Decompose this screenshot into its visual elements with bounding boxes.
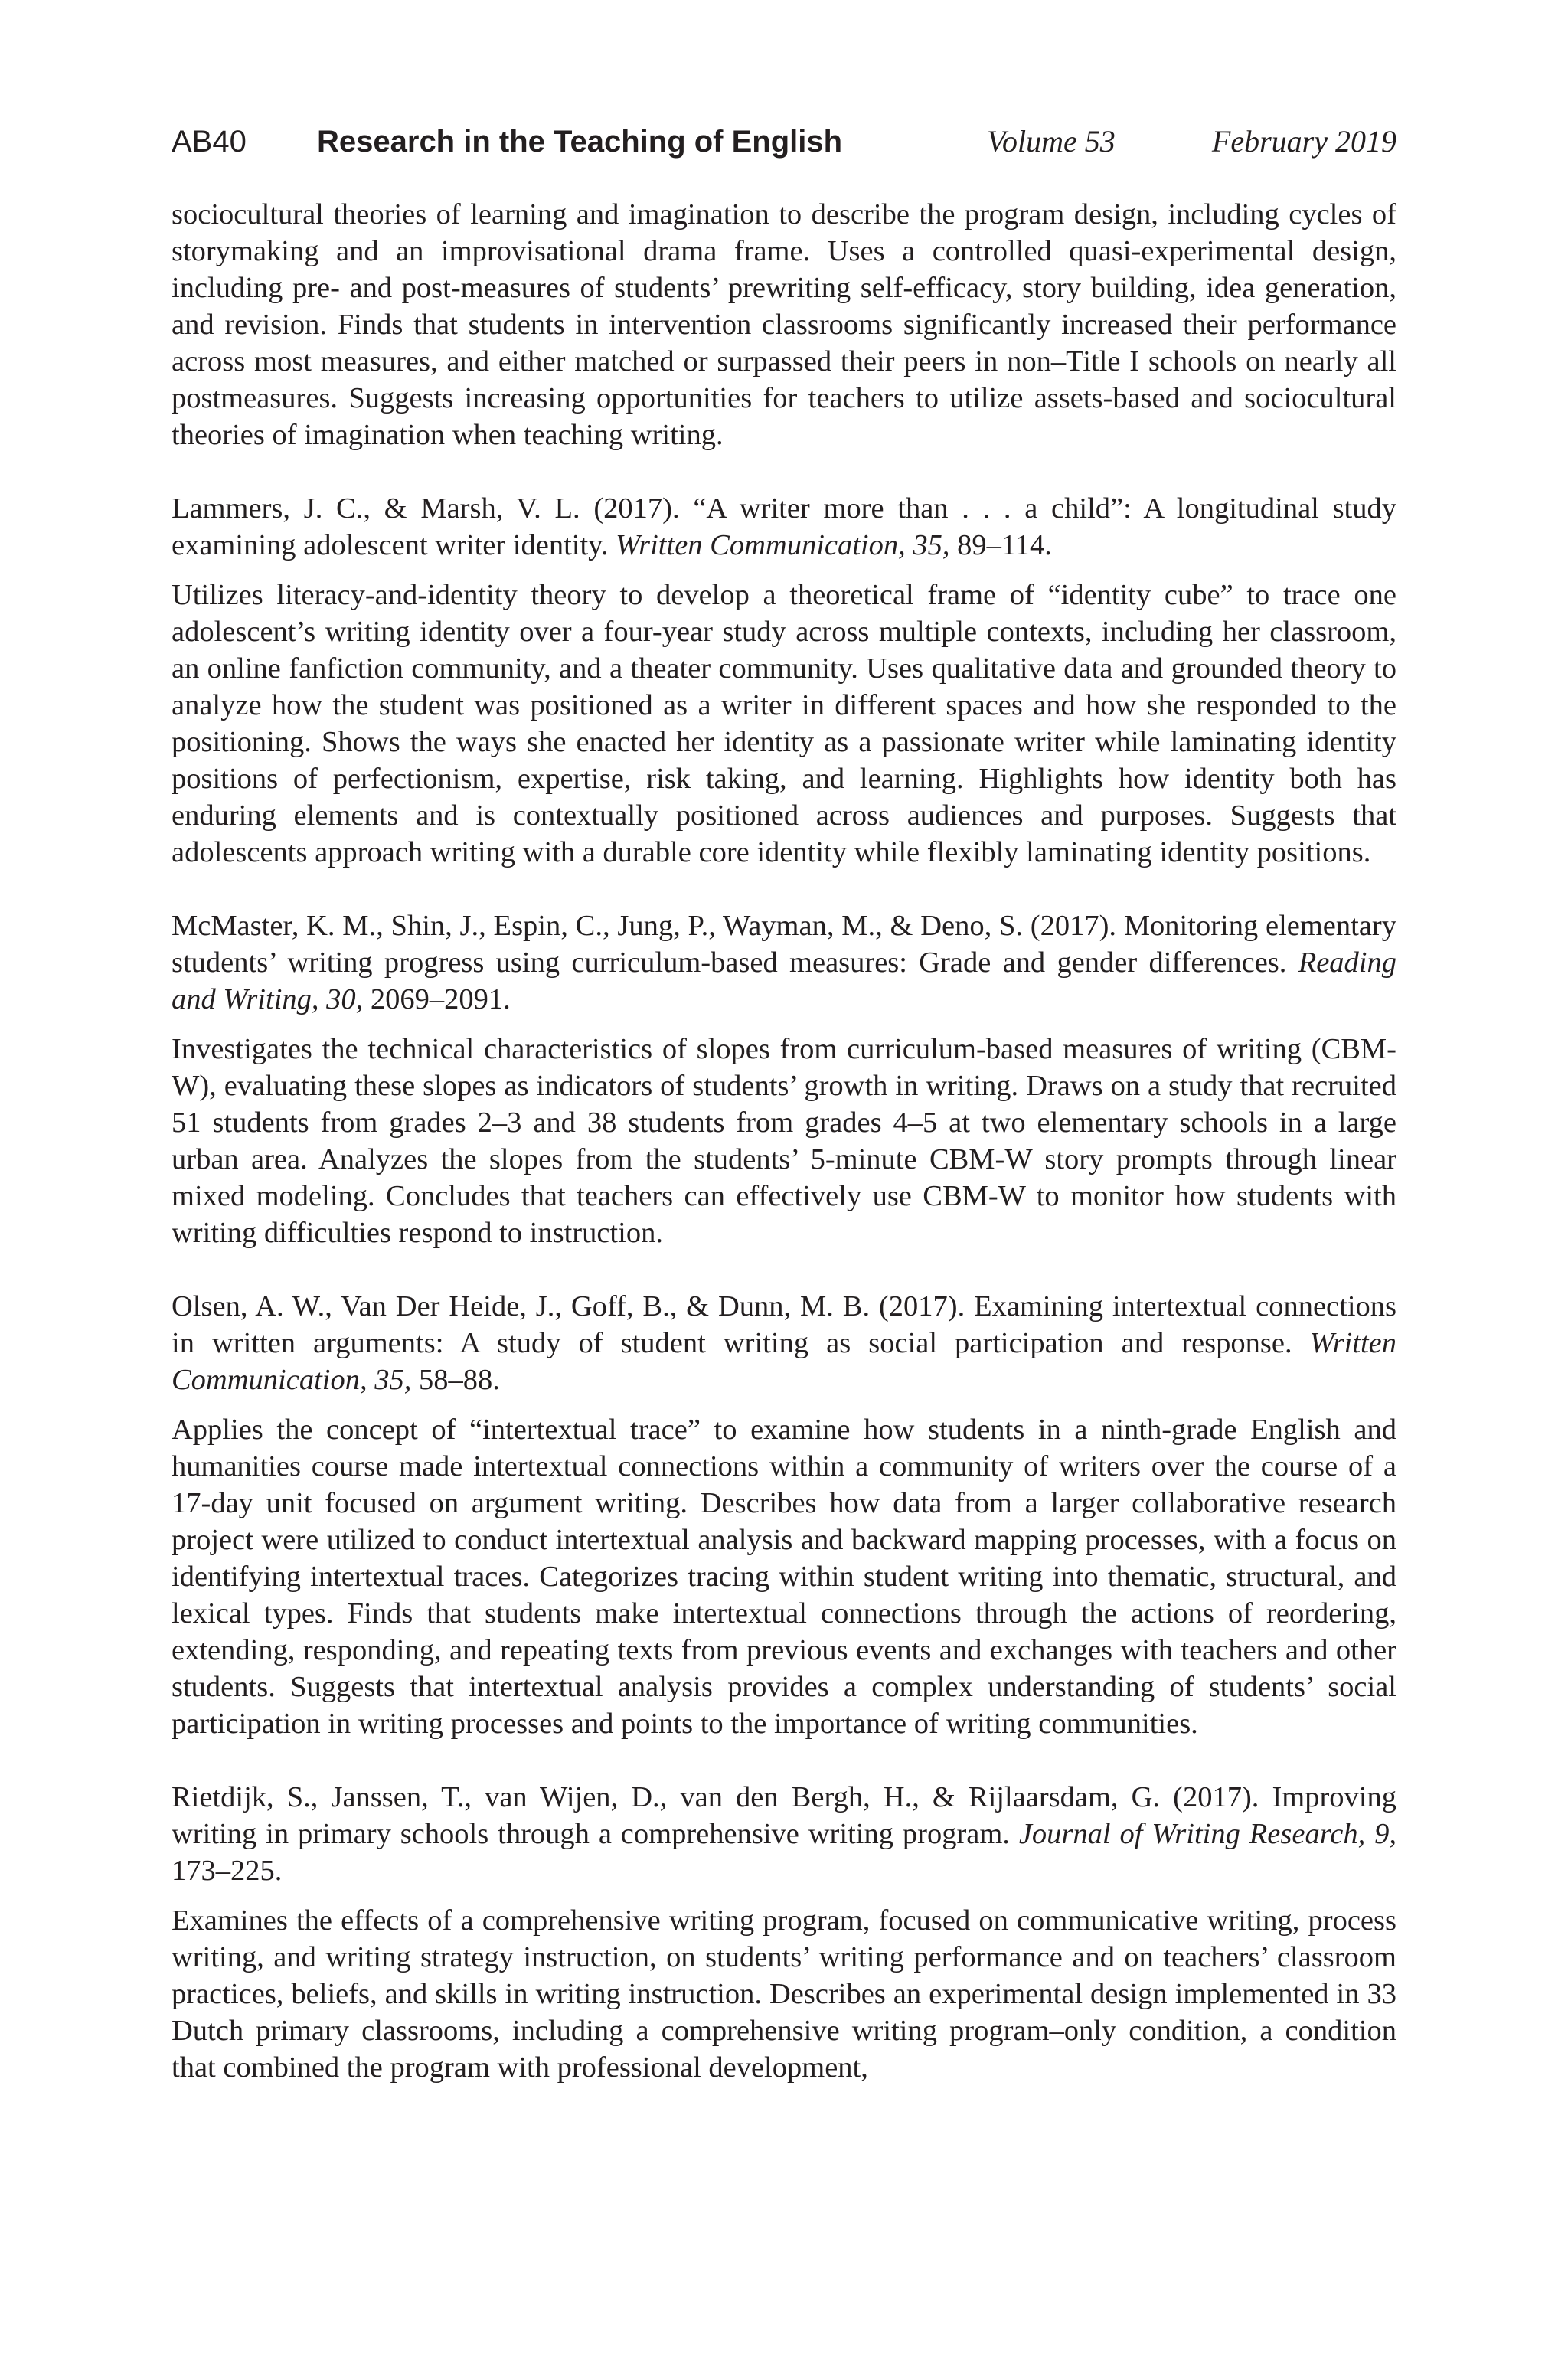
journal-title: Research in the Teaching of English [317, 125, 843, 159]
bibliography-entry [172, 1779, 1396, 2086]
journal-page [172, 115, 1396, 2086]
citation-text: Lammers, J. C., & Marsh, V. L. (2017). “A writer more than . . . a child”: A longitudinal study examining adolescent writer identity. [172, 492, 1396, 561]
abstract: Investigates the technical characteristics of slopes from curriculum-based measures of writing (CBM-W), evaluating these slopes as indicators of students’ growth in writing. Draws on a study that recruited 51 students from grades 2–3 and 38 students from grades 4–5 at two elementary schools in a large urban area. Analyzes the slopes from the students’ 5-minute CBM-W story prompts through linear mixed modeling. Concludes that teachers can effectively use CBM-W to monitor how students with writing difficulties respond to instruction. [172, 1033, 1396, 1249]
citation [172, 907, 1396, 1018]
citation [172, 490, 1396, 564]
citation-journal: Reading and Writing, 30, [172, 946, 1396, 1015]
citation-journal: Journal of Writing Research, 9, [1018, 1818, 1396, 1850]
citation-text: Olsen, A. W., Van Der Heide, J., Goff, B., & Dunn, M. B. (2017). Examining intertextual connections in written arguments: A study of student writing as social participation and response. [172, 1290, 1396, 1359]
abstract: Examines the effects of a comprehensive writing program, focused on communicative writing, process writing, and writing strategy instruction, on students’ writing performance and on teachers’ classroom practices, beliefs, and skills in writing instruction. Describes an experimental design implemented in 33 Dutch primary classrooms, including a comprehensive writing program–only condition, a condition that combined the program with professional development, [172, 1904, 1396, 2084]
citation-pages: 58–88. [411, 1364, 500, 1396]
citation-pages: 89–114. [949, 529, 1052, 561]
citation-journal: Written Communication, 35, [172, 1327, 1396, 1396]
citation [172, 1779, 1396, 1889]
bibliography-entry [172, 907, 1396, 1251]
citation [172, 1288, 1396, 1398]
citation-text: Rietdijk, S., Janssen, T., van Wijen, D., van den Bergh, H., & Rijlaarsdam, G. (2017). Improving writing in primary schools through a comprehensive writing program. [172, 1781, 1396, 1850]
citation-pages: 2069–2091. [363, 983, 511, 1015]
annotated-bibliography [172, 196, 1396, 2086]
abstract: Applies the concept of “intertextual trace” to examine how students in a ninth-grade English and humanities course made intertextual connections within a community of writers over the course of a 17-day unit focused on argument writing. Describes how data from a larger collaborative research project were utilized to conduct intertextual analysis and backward mapping processes, with a focus on identifying intertextual traces. Categorizes tracing within student writing into thematic, structural, and lexical types. Finds that students make intertextual connections through the actions of reordering, extending, responding, and repeating texts from previous events and exchanges with teachers and other students. Suggests that intertextual analysis provides a complex understanding of students’ social participation in writing processes and points to the importance of writing communities. [172, 1414, 1396, 1740]
continued-abstract: sociocultural theories of learning and imagination to describe the program design, including cycles of storymaking and an improvisational drama frame. Uses a controlled quasi-experimental design, including pre- and post-measures of students’ prewriting self-efficacy, story building, idea generation, and revision. Finds that students in intervention classrooms significantly increased their performance across most measures, and either matched or surpassed their peers in non–Title I schools on nearly all postmeasures. Suggests increasing opportunities for teachers to utilize assets-based and sociocultural theories of imagination when teaching writing. [172, 198, 1396, 451]
citation-pages: 173–225. [172, 1855, 283, 1887]
citation-text: McMaster, K. M., Shin, J., Espin, C., Jung, P., Wayman, M., & Deno, S. (2017). Monitoring elementary students’ writing progress using curriculum-based measures: Grade and gender differences. [172, 910, 1396, 979]
citation-journal: Written Communication, 35, [616, 529, 950, 561]
bibliography-entry [172, 1288, 1396, 1742]
volume-label: Volume 53 [987, 124, 1116, 159]
page-number: AB40 [172, 125, 247, 159]
abstract: Utilizes literacy-and-identity theory to develop a theoretical frame of “identity cube” to trace one adolescent’s writing identity over a four-year study across multiple contexts, including her classroom, an online fanfiction community, and a theater community. Uses qualitative data and grounded theory to analyze how the student was positioned as a writer in different spaces and how she responded to the positioning. Shows the ways she enacted her identity as a passionate writer while laminating identity positions of perfectionism, expertise, risk taking, and learning. Highlights how identity both has enduring elements and is contextually positioned across audiences and purposes. Suggests that adolescents approach writing with a durable core identity while flexibly laminating identity positions. [172, 579, 1396, 868]
running-header [172, 115, 1396, 168]
issue-date: February 2019 [1211, 124, 1396, 159]
bibliography-entry [172, 490, 1396, 871]
